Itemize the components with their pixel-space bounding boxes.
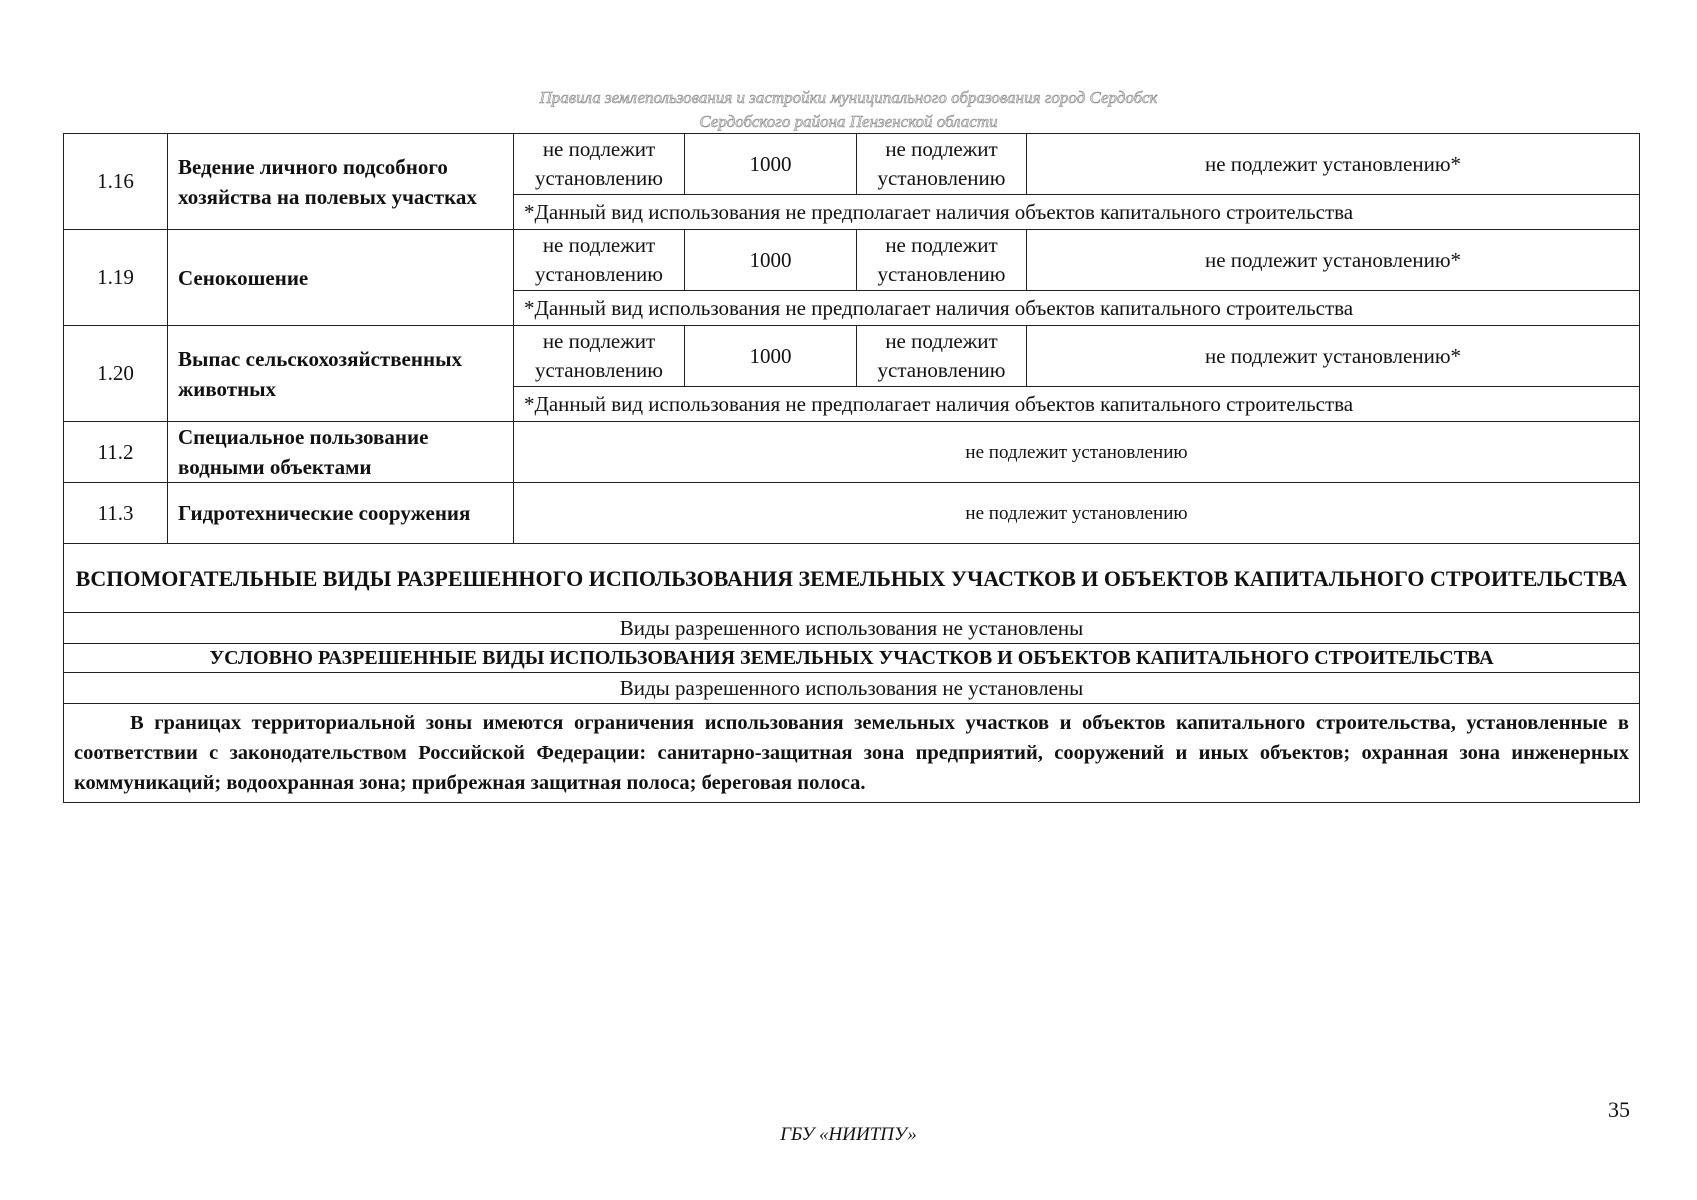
conditional-section-value: Виды разрешенного использования не установлены (64, 673, 1640, 704)
row-span-value: не подлежит установлению (514, 422, 1640, 483)
section-value-row (64, 613, 1640, 644)
row-max-size: 1000 (685, 134, 857, 195)
row-note: *Данный вид использования не предполагает наличия объектов капитального строительства (514, 195, 1640, 230)
row-use-name: Ведение личного подсобного хозяйства на полевых участках (168, 134, 514, 230)
row-code: 1.19 (64, 230, 168, 326)
row-min-size: не подлежит установлению (514, 326, 685, 387)
header-line-2: Сердобского района Пензенской области (699, 112, 998, 131)
row-note: *Данный вид использования не предполагает наличия объектов капитального строительства (514, 291, 1640, 326)
table-row (64, 483, 1640, 544)
row-code: 1.16 (64, 134, 168, 230)
table-row (64, 422, 1640, 483)
row-code: 11.3 (64, 483, 168, 544)
row-max-size: 1000 (685, 230, 857, 291)
section-value-row (64, 673, 1640, 704)
row-max-size: 1000 (685, 326, 857, 387)
auxiliary-section-title: ВСПОМОГАТЕЛЬНЫЕ ВИДЫ РАЗРЕШЕННОГО ИСПОЛЬЗОВАНИЯ ЗЕМЕЛЬНЫХ УЧАСТКОВ И ОБЪЕКТОВ КАПИТАЛЬНОГО СТРОИТЕЛЬСТВА (64, 544, 1640, 613)
row-fourth-param: не подлежит установлению* (1027, 326, 1640, 387)
row-code: 11.2 (64, 422, 168, 483)
restrictions-row (64, 704, 1640, 803)
conditional-section-title: УСЛОВНО РАЗРЕШЕННЫЕ ВИДЫ ИСПОЛЬЗОВАНИЯ ЗЕМЕЛЬНЫХ УЧАСТКОВ И ОБЪЕКТОВ КАПИТАЛЬНОГО СТРОИТЕЛЬСТВА (64, 644, 1640, 673)
table-row (64, 326, 1640, 387)
restrictions-text: В границах территориальной зоны имеются ограничения использования земельных участков и объектов капитального строительства, установленные в соответствии с законодательством Российской Федерации: санитарно-защитная зона предприятий, сооружений и иных объектов; охранная зона инженерных коммуникаций; водоохранная зона; прибрежная защитная полоса; береговая полоса. (74, 712, 1629, 794)
section-header-row (64, 644, 1640, 673)
auxiliary-section-value: Виды разрешенного использования не установлены (64, 613, 1640, 644)
row-code: 1.20 (64, 326, 168, 422)
row-use-name: Гидротехнические сооружения (168, 483, 514, 544)
row-note: *Данный вид использования не предполагает наличия объектов капитального строительства (514, 387, 1640, 422)
restrictions-cell (64, 704, 1640, 803)
row-min-size: не подлежит установлению (514, 230, 685, 291)
row-third-param: не подлежит установлению (857, 230, 1027, 291)
row-third-param: не подлежит установлению (857, 326, 1027, 387)
table-row (64, 134, 1640, 195)
table-row (64, 230, 1640, 291)
header-line-1: Правила землепользования и застройки муниципального образования город Сердобск (539, 88, 1158, 107)
row-span-value: не подлежит установлению (514, 483, 1640, 544)
page-number: 35 (1608, 1097, 1630, 1122)
row-use-name: Специальное пользование водными объектами (168, 422, 514, 483)
row-third-param: не подлежит установлению (857, 134, 1027, 195)
row-min-size: не подлежит установлению (514, 134, 685, 195)
land-use-table (63, 133, 1640, 803)
row-fourth-param: не подлежит установлению* (1027, 230, 1640, 291)
document-header (0, 86, 1697, 134)
row-use-name: Выпас сельскохозяйственных животных (168, 326, 514, 422)
row-use-name: Сенокошение (168, 230, 514, 326)
row-fourth-param: не подлежит установлению* (1027, 134, 1640, 195)
document-footer: ГБУ «НИИТПУ» (780, 1124, 917, 1145)
section-header-row (64, 544, 1640, 613)
